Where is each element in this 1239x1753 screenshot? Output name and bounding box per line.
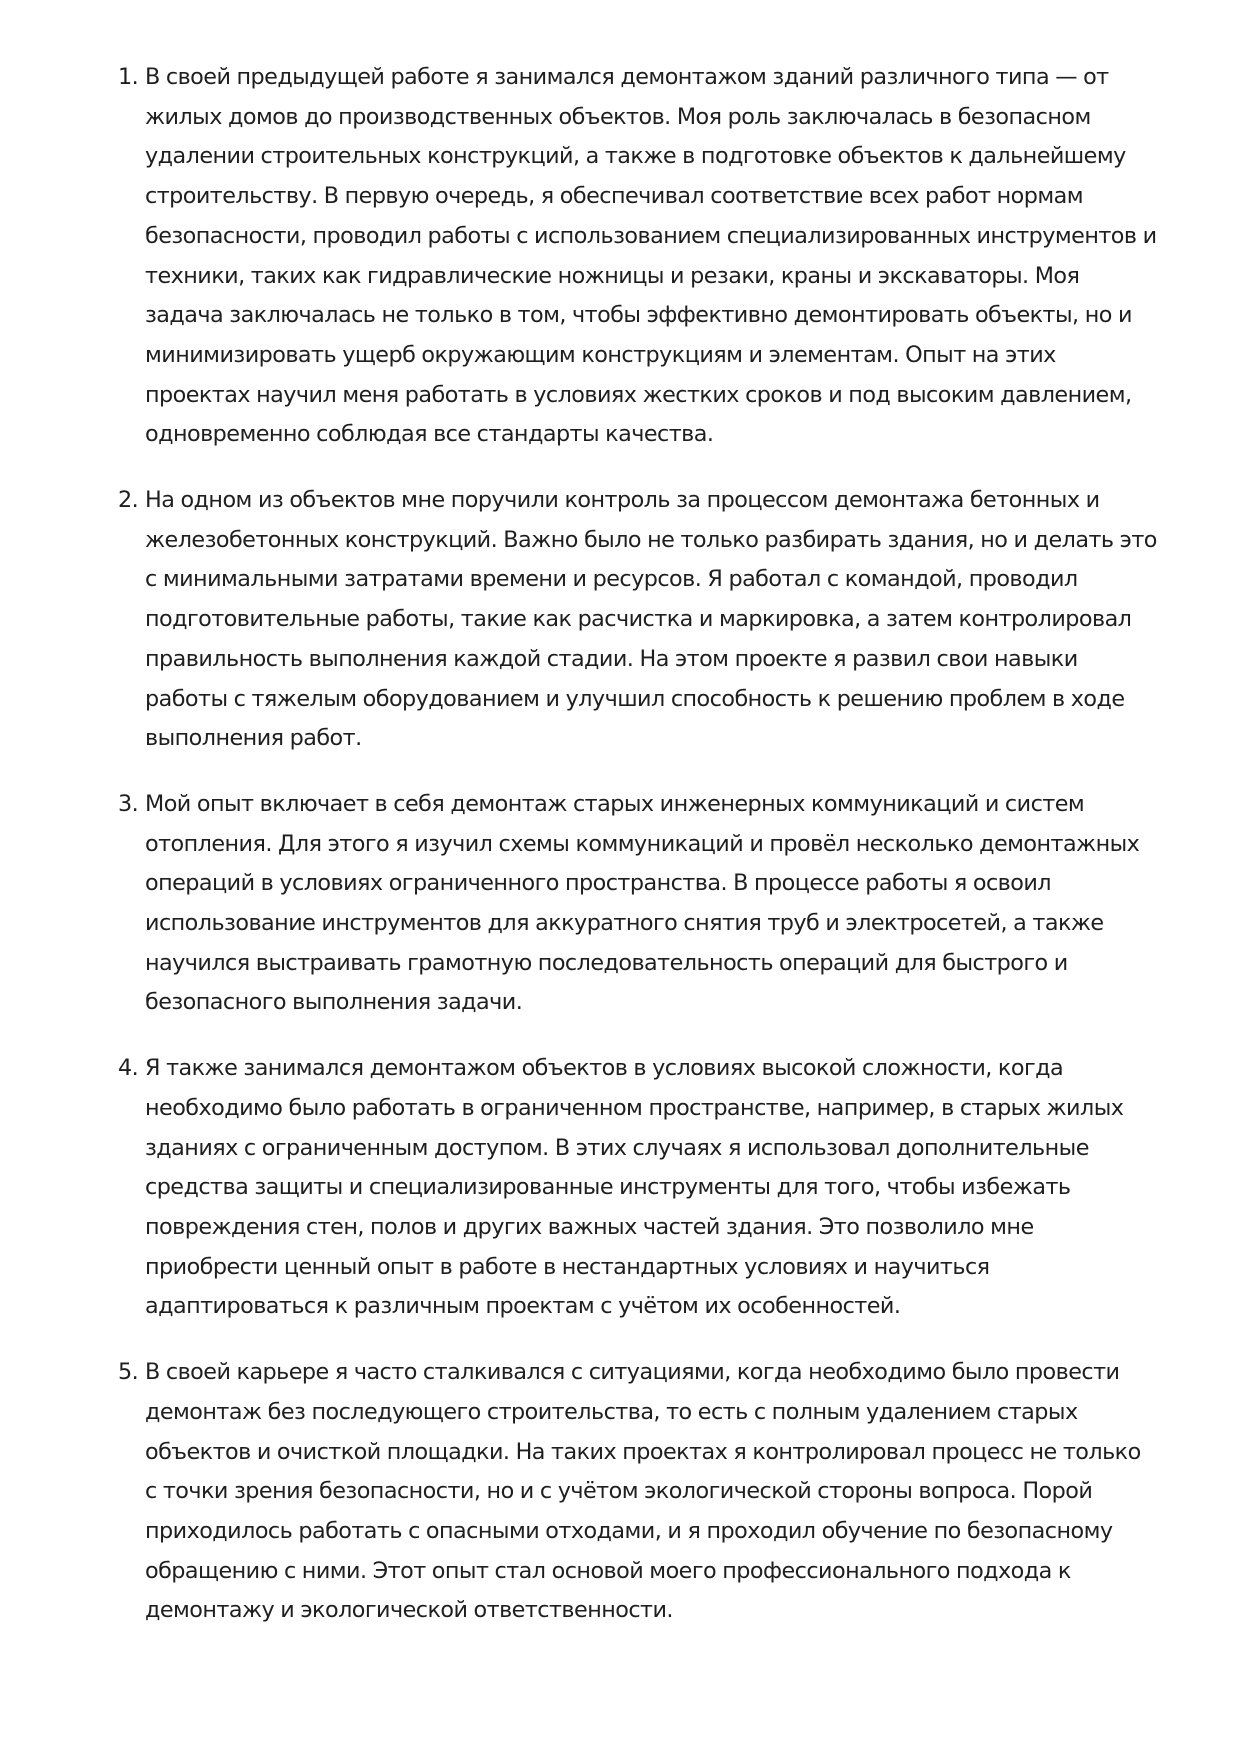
list-item — [118, 481, 1158, 759]
list-item-text: Мой опыт включает в себя демонтаж старых инженерных коммуникаций и систем отопления. Для этого я изучил схемы коммуникаций и провёл несколько демонтажных операций в условиях ограниченного пространства. В процессе работы я освоил использование инструментов для аккуратного снятия труб и электросетей, а также научился выстраивать грамотную последовательность операций для быстрого и безопасного выполнения задачи. — [145, 790, 1140, 1016]
list-item-number: 4. — [118, 1055, 139, 1082]
document-page — [118, 58, 1158, 1657]
list-item-number: 5. — [118, 1359, 139, 1386]
list-item-text: В своей предыдущей работе я занимался демонтажом зданий различного типа — от жилых домов до производственных объектов. Моя роль заключалась в безопасном удалении строительных конструкций, а также в подготовке объектов к дальнейшему строительству. В первую очередь, я обеспечивал соответствие всех работ нормам безопасности, проводил работы с использованием специализированных инструментов и техники, таких как гидравлические ножницы и резаки, краны и экскаваторы. Моя задача заключалась не только в том, чтобы эффективно демонтировать объекты, но и минимизировать ущерб окружающим конструкциям и элементам. Опыт на этих проектах научил меня работать в условиях жестких сроков и под высоким давлением, одновременно соблюдая все стандарты качества. — [145, 64, 1157, 448]
list-item — [118, 785, 1158, 1023]
experience-list — [118, 58, 1158, 1631]
list-item — [118, 58, 1158, 455]
list-item-text: Я также занимался демонтажом объектов в условиях высокой сложности, когда необходимо было работать в ограниченном пространстве, например, в старых жилых зданиях с ограниченным доступом. В этих случаях я использовал дополнительные средства защиты и специализированные инструменты для того, чтобы избежать повреждения стен, полов и других важных частей здания. Это позволило мне приобрести ценный опыт в работе в нестандартных условиях и научиться адаптироваться к различным проектам с учётом их особенностей. — [145, 1055, 1124, 1320]
list-item — [118, 1353, 1158, 1631]
list-item-number: 3. — [118, 790, 139, 817]
list-item-text: На одном из объектов мне поручили контроль за процессом демонтажа бетонных и железобетонных конструкций. Важно было не только разбирать здания, но и делать это с минимальными затратами времени и ресурсов. Я работал с командой, проводил подготовительные работы, такие как расчистка и маркировка, а затем контролировал правильность выполнения каждой стадии. На этом проекте я развил свои навыки работы с тяжелым оборудованием и улучшил способность к решению проблем в ходе выполнения работ. — [145, 487, 1157, 752]
list-item — [118, 1049, 1158, 1327]
list-item-number: 2. — [118, 487, 139, 514]
list-item-number: 1. — [118, 64, 139, 90]
list-item-text: В своей карьере я часто сталкивался с ситуациями, когда необходимо было провести демонтаж без последующего строительства, то есть с полным удалением старых объектов и очисткой площадки. На таких проектах я контролировал процесс не только с точки зрения безопасности, но и с учётом экологической стороны вопроса. Порой приходилось работать с опасными отходами, и я проходил обучение по безопасному обращению с ними. Этот опыт стал основой моего профессионального подхода к демонтажу и экологической ответственности. — [145, 1359, 1141, 1624]
